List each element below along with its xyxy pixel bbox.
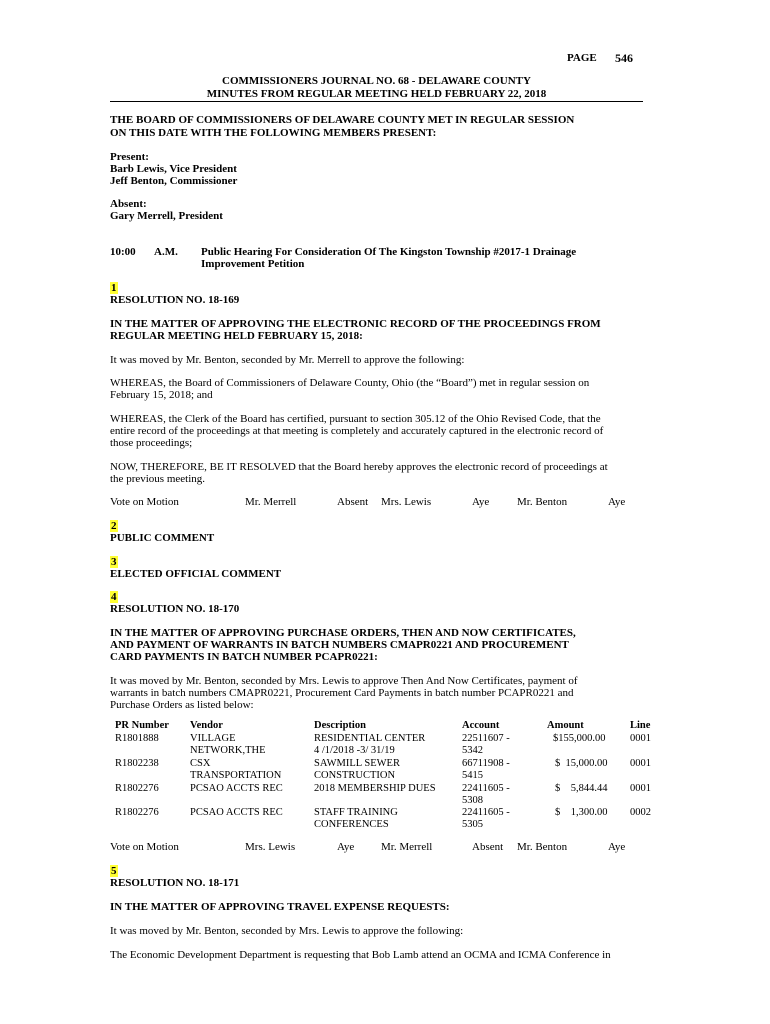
- table-cell-account: 22411605 -: [462, 783, 510, 794]
- vote-name: Mr. Merrell: [381, 841, 433, 853]
- item-number-5: 5: [111, 865, 117, 877]
- item1-moved: It was moved by Mr. Benton, seconded by Mr. Merrell to approve the following:: [110, 354, 465, 366]
- table-cell-line: 0001: [630, 758, 651, 769]
- resolution-18-171: RESOLUTION NO. 18-171: [110, 877, 240, 889]
- table-cell-amount: $ 15,000.00: [555, 758, 608, 769]
- resolution-18-170: RESOLUTION NO. 18-170: [110, 603, 240, 615]
- vote-name: Mr. Benton: [517, 496, 568, 508]
- item5-title: IN THE MATTER OF APPROVING TRAVEL EXPENSE REQUESTS:: [110, 901, 450, 913]
- intro-line-2: ON THIS DATE WITH THE FOLLOWING MEMBERS PRESENT:: [110, 127, 437, 139]
- vote-name: Mrs. Lewis: [245, 841, 296, 853]
- col-header-pr-number: PR Number: [115, 720, 169, 731]
- item1-whereas2-c: those proceedings;: [110, 437, 193, 449]
- hearing-ampm: A.M.: [154, 246, 178, 258]
- public-comment-heading: PUBLIC COMMENT: [110, 532, 215, 544]
- table-cell-description: SAWMILL SEWER: [314, 758, 400, 769]
- item5-moved: It was moved by Mr. Benton, seconded by Mrs. Lewis to approve the following:: [110, 925, 464, 937]
- item1-whereas2-a: WHEREAS, the Clerk of the Board has certified, pursuant to section 305.12 of the Ohio Revised Code, that the: [110, 413, 601, 425]
- elected-official-comment-heading: ELECTED OFFICIAL COMMENT: [110, 568, 282, 580]
- hearing-time: 10:00: [110, 246, 136, 258]
- vote-value: Absent: [337, 496, 369, 508]
- absent-label: Absent:: [110, 198, 147, 210]
- vote-name: Mr. Merrell: [245, 496, 297, 508]
- vote-value: Absent: [472, 841, 504, 853]
- table-cell-vendor: CSX: [190, 758, 211, 769]
- item1-whereas2-b: entire record of the proceedings at that meeting is completely and accurately captured in the electronic record of: [110, 425, 604, 437]
- page-number: 546: [615, 51, 633, 65]
- item1-title-2: REGULAR MEETING HELD FEBRUARY 15, 2018:: [110, 330, 363, 342]
- item-number-4: 4: [111, 591, 117, 603]
- table-cell-amount: $155,000.00: [553, 733, 606, 744]
- present-member-2: Jeff Benton, Commissioner: [110, 175, 238, 187]
- item-number-1: 1: [111, 282, 117, 294]
- table-cell-vendor: TRANSPORTATION: [190, 770, 282, 781]
- item-number-3: 3: [111, 556, 117, 568]
- hearing-line-1: Public Hearing For Consideration Of The Kingston Township #2017-1 Drainage: [201, 246, 577, 258]
- item4-title-3: CARD PAYMENTS IN BATCH NUMBER PCAPR0221:: [110, 651, 378, 663]
- table-cell-description: CONFERENCES: [314, 819, 389, 830]
- col-header-account: Account: [462, 720, 500, 731]
- hearing-line-2: Improvement Petition: [201, 258, 305, 270]
- table-cell-description: 2018 MEMBERSHIP DUES: [314, 783, 436, 794]
- table-cell-account: 5308: [462, 795, 483, 806]
- table-cell-vendor: PCSAO ACCTS REC: [190, 783, 283, 794]
- table-cell-description: STAFF TRAINING: [314, 807, 398, 818]
- item1-resolved-a: NOW, THEREFORE, BE IT RESOLVED that the Board hereby approves the electronic record of proceedings at: [110, 461, 608, 473]
- table-cell-amount: $ 5,844.44: [555, 783, 608, 794]
- item-number-2: 2: [111, 520, 117, 532]
- item4-moved-1: It was moved by Mr. Benton, seconded by Mrs. Lewis to approve Then And Now Certificates, payment of: [110, 675, 578, 687]
- table-cell-line: 0001: [630, 783, 651, 794]
- table-cell-description: RESIDENTIAL CENTER: [314, 733, 426, 744]
- intro-line-1: THE BOARD OF COMMISSIONERS OF DELAWARE COUNTY MET IN REGULAR SESSION: [110, 114, 575, 126]
- vote-value: Aye: [608, 496, 626, 508]
- page-label: PAGE: [567, 52, 597, 64]
- table-cell-account: 66711908 -: [462, 758, 510, 769]
- table-cell-account: 22411605 -: [462, 807, 510, 818]
- resolution-18-169: RESOLUTION NO. 18-169: [110, 294, 240, 306]
- item1-title-1: IN THE MATTER OF APPROVING THE ELECTRONIC RECORD OF THE PROCEEDINGS FROM: [110, 318, 601, 330]
- col-header-amount: Amount: [547, 720, 584, 731]
- minutes-title: MINUTES FROM REGULAR MEETING HELD FEBRUARY 22, 2018: [206, 88, 547, 100]
- vote-value: Aye: [472, 496, 490, 508]
- item4-title-2: AND PAYMENT OF WARRANTS IN BATCH NUMBERS CMAPR0221 AND PROCUREMENT: [110, 639, 569, 651]
- col-header-vendor: Vendor: [190, 720, 223, 731]
- item5-body: The Economic Development Department is requesting that Bob Lamb attend an OCMA and ICMA Conference in: [110, 949, 611, 961]
- table-cell-vendor: PCSAO ACCTS REC: [190, 807, 283, 818]
- table-cell-amount: $ 1,300.00: [555, 807, 608, 818]
- table-cell-vendor: VILLAGE: [190, 733, 236, 744]
- vote-value: Aye: [337, 841, 355, 853]
- purchase-orders-table: [115, 720, 675, 840]
- table-cell-pr: R1802238: [115, 758, 159, 769]
- col-header-line: Line: [630, 720, 651, 731]
- item1-resolved-b: the previous meeting.: [110, 473, 206, 485]
- item4-title-1: IN THE MATTER OF APPROVING PURCHASE ORDERS, THEN AND NOW CERTIFICATES,: [110, 627, 576, 639]
- col-header-description: Description: [314, 720, 366, 731]
- table-cell-pr: R1801888: [115, 733, 159, 744]
- journal-title: COMMISSIONERS JOURNAL NO. 68 - DELAWARE COUNTY: [222, 75, 531, 87]
- header-rule: [110, 101, 643, 102]
- table-cell-vendor: NETWORK,THE: [190, 745, 266, 756]
- item1-whereas1-b: February 15, 2018; and: [110, 389, 213, 401]
- table-cell-account: 5415: [462, 770, 483, 781]
- table-cell-pr: R1802276: [115, 783, 159, 794]
- absent-member-1: Gary Merrell, President: [110, 210, 223, 222]
- table-cell-description: CONSTRUCTION: [314, 770, 396, 781]
- vote-value: Aye: [608, 841, 626, 853]
- table-cell-account: 5342: [462, 745, 483, 756]
- vote-name: Mr. Benton: [517, 841, 568, 853]
- table-cell-line: 0002: [630, 807, 651, 818]
- table-cell-line: 0001: [630, 733, 651, 744]
- table-cell-description: 4 /1/2018 -3/ 31/19: [314, 745, 395, 756]
- table-cell-pr: R1802276: [115, 807, 159, 818]
- vote-label: Vote on Motion: [110, 496, 179, 508]
- table-cell-account: 22511607 -: [462, 733, 510, 744]
- vote-label: Vote on Motion: [110, 841, 179, 853]
- vote-name: Mrs. Lewis: [381, 496, 432, 508]
- present-member-1: Barb Lewis, Vice President: [110, 163, 237, 175]
- item4-moved-3: Purchase Orders as listed below:: [110, 699, 254, 711]
- item4-moved-2: warrants in batch numbers CMAPR0221, Procurement Card Payments in batch number PCAPR0221 and: [110, 687, 574, 699]
- present-label: Present:: [110, 151, 149, 163]
- table-cell-account: 5305: [462, 819, 483, 830]
- item1-whereas1-a: WHEREAS, the Board of Commissioners of Delaware County, Ohio (the “Board”) met in regular session on: [110, 377, 590, 389]
